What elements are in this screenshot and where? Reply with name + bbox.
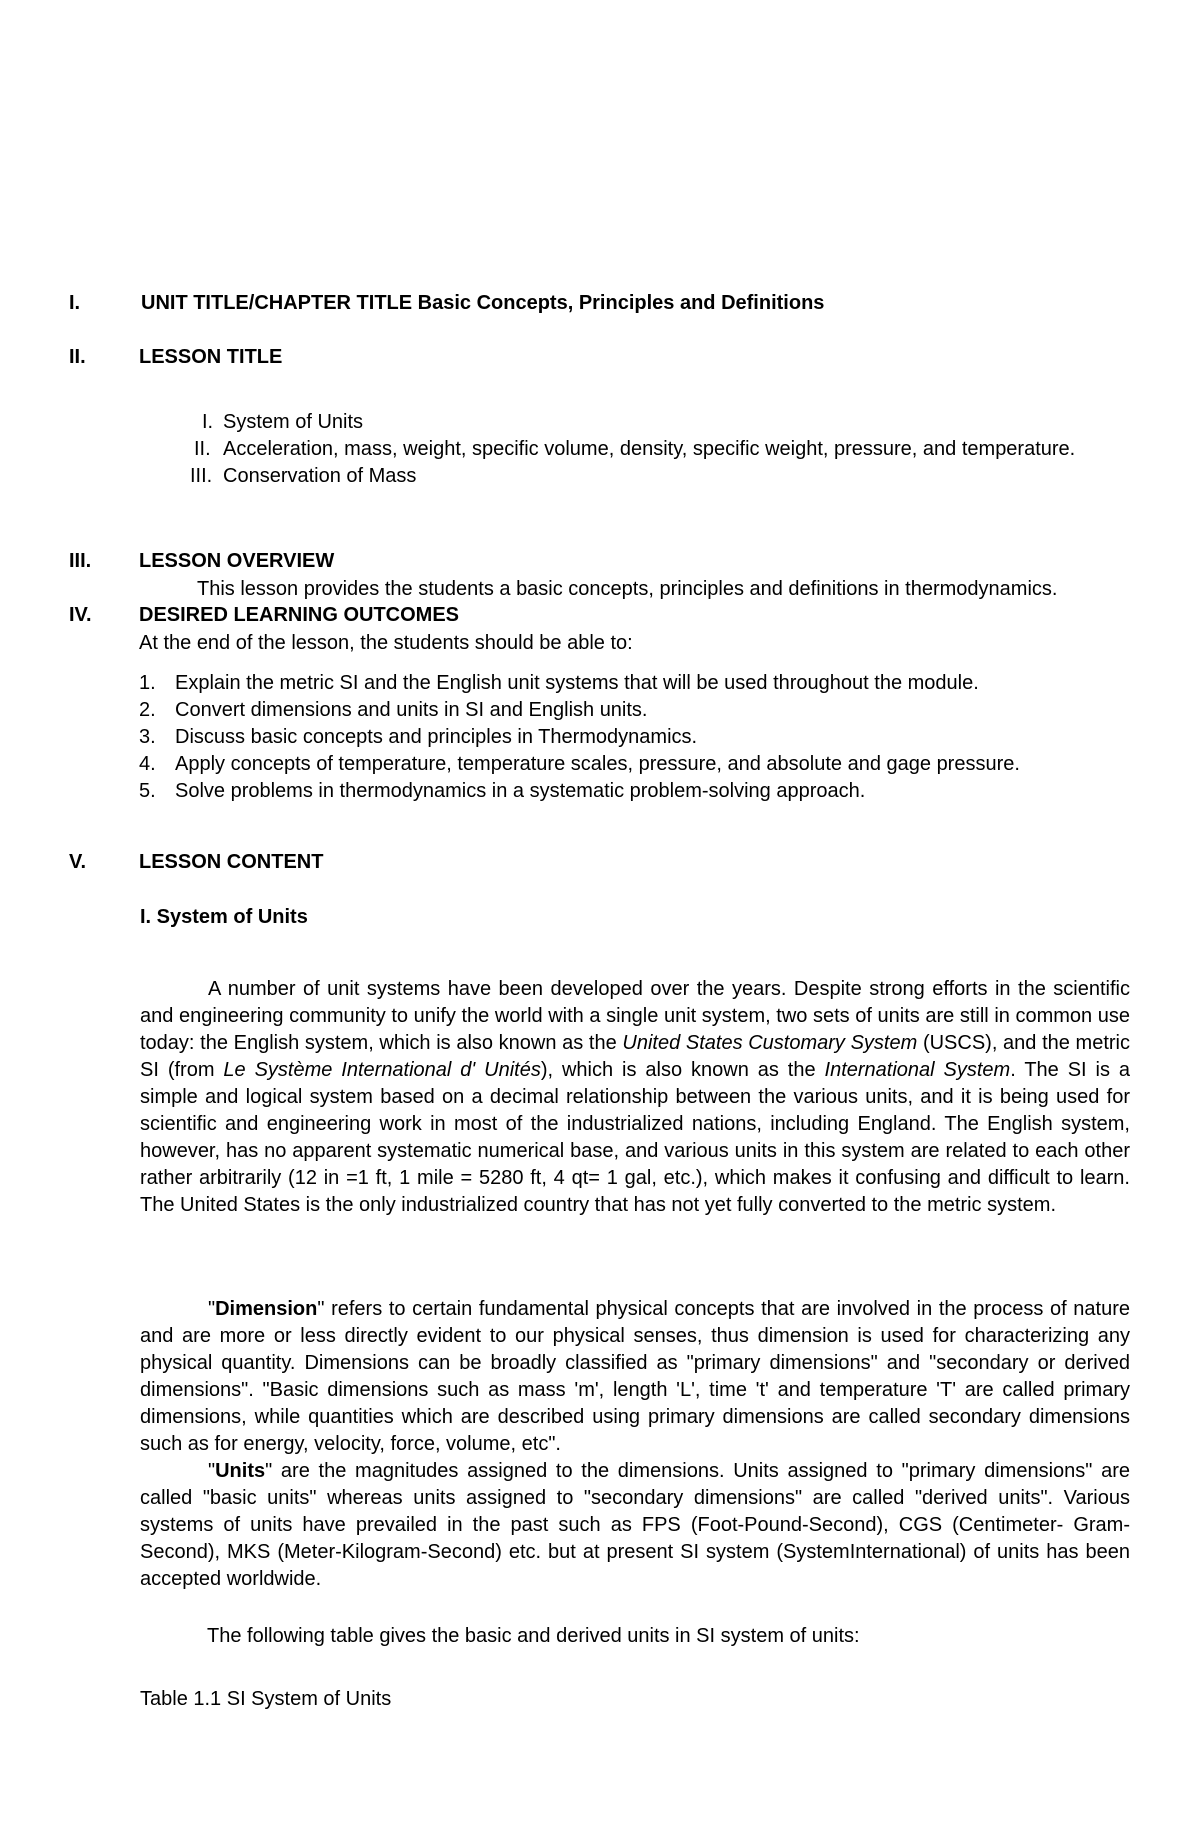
- list-item-text: Solve problems in thermodynamics in a systematic problem-solving approach.: [175, 780, 866, 802]
- paragraph-units: [140, 1458, 1130, 1593]
- section-numeral: I.: [69, 292, 81, 314]
- paragraph-text: " refers to certain fundamental physical concepts that are involved in the process of nature and are more or less directly evident to our physical senses, thus dimension is used for characterizing any physical quantity. Dimensions can be broadly classified as "primary dimensions" and "secondary or derived dimensions". "Basic dimensions such as mass 'm', length 'L', time 't' and temperature 'T' are called primary dimensions, while quantities which are described using primary dimensions are called secondary dimensions such as for energy, velocity, force, volume, etc".: [140, 1298, 1130, 1455]
- list-item-text: Convert dimensions and units in SI and English units.: [175, 699, 648, 721]
- section-numeral: IV.: [69, 604, 92, 626]
- list-item-text: Acceleration, mass, weight, specific volume, density, specific weight, pressure, and temperature.: [223, 438, 1076, 460]
- paragraph-dimension: [140, 1296, 1130, 1458]
- list-item: [139, 697, 1129, 724]
- paragraph-text: ), which is also known as the: [540, 1059, 825, 1081]
- list-item-number: I.: [202, 411, 214, 433]
- list-item-text: Discuss basic concepts and principles in Thermodynamics.: [175, 726, 698, 748]
- list-item-number: 5.: [139, 780, 156, 802]
- paragraph-text: " are the magnitudes assigned to the dimensions. Units assigned to "primary dimensions" are called "basic units" whereas units assigned to "secondary dimensions" are called "derived units". Various systems of units have prevailed in the past such as FPS (Foot-Pound-Second), CGS (Centimeter- Gram-Second), MKS (Meter-Kilogram-Second) etc. but at present SI system (SystemInternational) of units has been accepted worldwide.: [140, 1460, 1130, 1590]
- paragraph-text: A number of unit systems have been developed over the years. Despite strong efforts in the scientific and engineering community to unify the world with a single unit system, two sets of units are still in common use today: the English system, which is also known as the: [140, 978, 1130, 1054]
- list-item-text: Apply concepts of temperature, temperature scales, pressure, and absolute and gage pressure.: [175, 753, 1020, 775]
- learning-outcomes-heading: DESIRED LEARNING OUTCOMES: [139, 604, 460, 626]
- lesson-title-heading: LESSON TITLE: [139, 346, 283, 368]
- subsection-title: I. System of Units: [140, 906, 308, 928]
- section-numeral: III.: [69, 550, 92, 572]
- lesson-overview-heading: LESSON OVERVIEW: [139, 550, 335, 572]
- list-item: [139, 670, 1129, 697]
- list-item: [185, 436, 1130, 463]
- section-numeral: II.: [69, 346, 86, 368]
- quote-mark: ": [208, 1298, 216, 1320]
- list-item: [139, 724, 1129, 751]
- list-item: [139, 778, 1129, 805]
- list-item-number: 1.: [139, 672, 156, 694]
- table-caption: Table 1.1 SI System of Units: [140, 1688, 392, 1710]
- list-item-text: Explain the metric SI and the English unit systems that will be used throughout the module.: [175, 672, 979, 694]
- outcomes-intro: At the end of the lesson, the students should be able to:: [139, 632, 633, 654]
- section-numeral: V.: [69, 851, 87, 873]
- paragraph-unit-systems: [140, 976, 1130, 1219]
- italic-term: Le Système International d' Unités: [223, 1059, 541, 1081]
- italic-term: International System: [824, 1059, 1011, 1081]
- list-item: [139, 751, 1129, 778]
- list-item-number: 2.: [139, 699, 156, 721]
- list-item-number: 4.: [139, 753, 156, 775]
- paragraph-text: . The SI is a simple and logical system based on a decimal relationship between the various units, and it is being used for scientific and engineering work in most of the industrialized nations, including England. The English system, however, has no apparent systematic numerical base, and various units in this system are related to each other rather arbitrarily (12 in =1 ft, 1 mile = 5280 ft, 4 qt= 1 gal, etc.), which makes it confusing and difficult to learn. The United States is the only industrialized country that has not yet fully converted to the metric system.: [140, 1059, 1131, 1216]
- list-item-text: Conservation of Mass: [223, 465, 417, 487]
- list-item: [185, 409, 1130, 436]
- lesson-title-list: [185, 409, 1130, 490]
- unit-title-heading: UNIT TITLE/CHAPTER TITLE Basic Concepts, Principles and Definitions: [141, 292, 825, 314]
- italic-term: United States Customary System: [622, 1032, 918, 1054]
- outcomes-list: [139, 670, 1129, 805]
- list-item-text: System of Units: [223, 411, 364, 433]
- lesson-content-heading: LESSON CONTENT: [139, 851, 324, 873]
- bold-term: Dimension: [215, 1298, 318, 1320]
- paragraph-text: (USCS), and the metric SI (from: [140, 1032, 1130, 1081]
- bold-term: Units: [215, 1460, 266, 1482]
- quote-mark: ": [208, 1460, 216, 1482]
- list-item-number: II.: [194, 438, 211, 460]
- table-intro-text: The following table gives the basic and derived units in SI system of units:: [207, 1625, 860, 1647]
- list-item: [185, 463, 1130, 490]
- list-item-number: 3.: [139, 726, 156, 748]
- list-item-number: III.: [190, 465, 213, 487]
- overview-text: This lesson provides the students a basic concepts, principles and definitions in thermodynamics.: [197, 578, 1058, 600]
